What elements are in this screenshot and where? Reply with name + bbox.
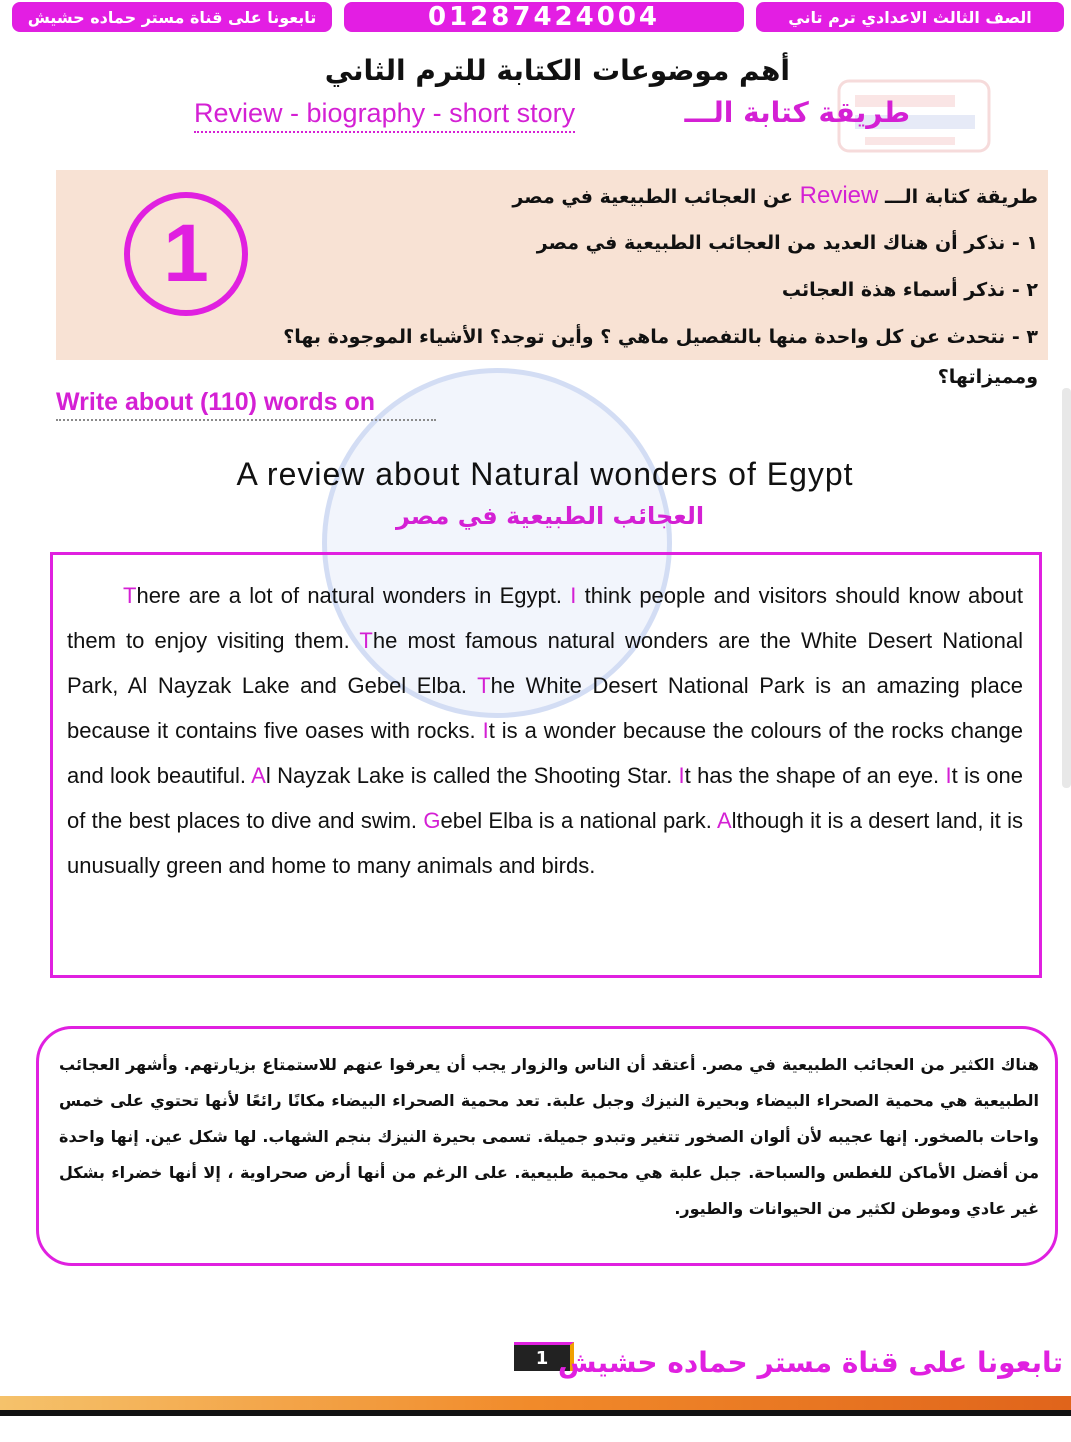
essay-sentence: Gebel Elba is a national park. xyxy=(423,808,717,833)
topic-number-circle: 1 xyxy=(124,192,248,316)
footer-follow-text: تابعونا على قناة مستر حماده حشيش xyxy=(557,1346,1063,1379)
method-heading-prefix: طريقة كتابة الـــ xyxy=(884,186,1038,208)
essay-sentence: I think people and visitors should know about them to enjoy visiting them. xyxy=(67,583,1024,653)
essay-sentence: It is a wonder because the colours of the rocks change and look beautiful. xyxy=(67,718,1023,788)
translation-text: هناك الكثير من العجائب الطبيعية في مصر. أعتقد أن الناس والزوار يجب أن يعرفوا عنهم للاستمتاع بزيارتهم. وأشهر العجائب الطبيعية هي محمية الصحراء البيضاء وبحيرة النيزك وجبل علبة. تعد محمية الصحراء البيضاء مكانًا رائعًا لأنها تحتوي على خمس واحات بالصخور. إنها عجيبه لأن ألوان الصخور تتغير وتبدو جميلة. تسمى بحيرة النيزك بنجم الشهاب. لها شكل عين. إنها واحدة من أفضل الأماكن للغطس والسباحة. جبل علبة هي محمية طبيعية. على الرغم من أنها أرض صحراوية ، إلا أنها خضراء بشكل غير عادي وموطن لكثير من الحيوانات والطيور. xyxy=(59,1055,1039,1218)
scroll-handle[interactable] xyxy=(1062,388,1071,788)
top-banner xyxy=(12,2,1064,36)
method-steps xyxy=(278,176,1038,388)
method-heading-word: Review xyxy=(799,182,879,209)
essay-sentence: Al Nayzak Lake is called the Shooting Star. xyxy=(251,763,679,788)
method-step: ٢ - نذكر أسماء هذة العجائب xyxy=(781,279,1038,301)
subtitle-english: Review - biography - short story xyxy=(194,98,575,133)
method-step: ٣ - نتحدث عن كل واحدة منها بالتفصيل ماهي ؟ وأين توجد؟ الأشياء الموجودة بها؟ ومميزاتها؟ xyxy=(283,326,1038,388)
essay-paragraph xyxy=(67,573,1023,888)
subtitle-arabic: طريقة كتابة الـــ xyxy=(684,96,910,129)
essay-sentence: The most famous natural wonders are the White Desert National Park, Al Nayzak Lake and Gebel Elba. xyxy=(67,628,1023,698)
essay-sentence: It is one of the best places to dive and swim. xyxy=(67,763,1024,833)
method-heading-suffix: عن العجائب الطبيعية في مصر xyxy=(512,186,794,208)
essay-title-arabic: العجائب الطبيعية في مصر xyxy=(395,502,705,530)
subtitle-row xyxy=(190,98,910,138)
page-title: أهم موضوعات الكتابة للترم الثاني xyxy=(324,54,790,87)
footer-stripe-dark xyxy=(0,1410,1071,1416)
page-number: 1 xyxy=(514,1342,574,1371)
write-instruction: Write about (110) words on xyxy=(56,388,436,421)
essay-title: A review about Natural wonders of Egypt xyxy=(236,456,854,492)
page-footer xyxy=(0,1340,1071,1442)
translation-box xyxy=(36,1026,1058,1266)
phone-number-badge: 01287424004 xyxy=(344,2,744,32)
method-heading xyxy=(278,176,1038,223)
method-step: ١ - نذكر أن هناك العديد من العجائب الطبيعية في مصر xyxy=(536,232,1038,254)
essay-box xyxy=(50,552,1042,978)
footer-stripe xyxy=(0,1396,1071,1410)
method-panel xyxy=(56,170,1048,388)
grade-badge: الصف الثالث الاعدادي ترم تاني xyxy=(756,2,1064,32)
essay-sentence: The White Desert National Park is an amazing place because it contains five oases with rocks. xyxy=(67,673,1023,743)
channel-follow-badge: تابعونا على قناة مستر حماده حشيش xyxy=(12,2,332,32)
essay-sentence: There are a lot of natural wonders in Egypt. xyxy=(123,583,571,608)
essay-sentence: Although it is a desert land, it is unusually green and home to many animals and birds. xyxy=(67,808,1023,878)
essay-sentence: It has the shape of an eye. xyxy=(678,763,946,788)
